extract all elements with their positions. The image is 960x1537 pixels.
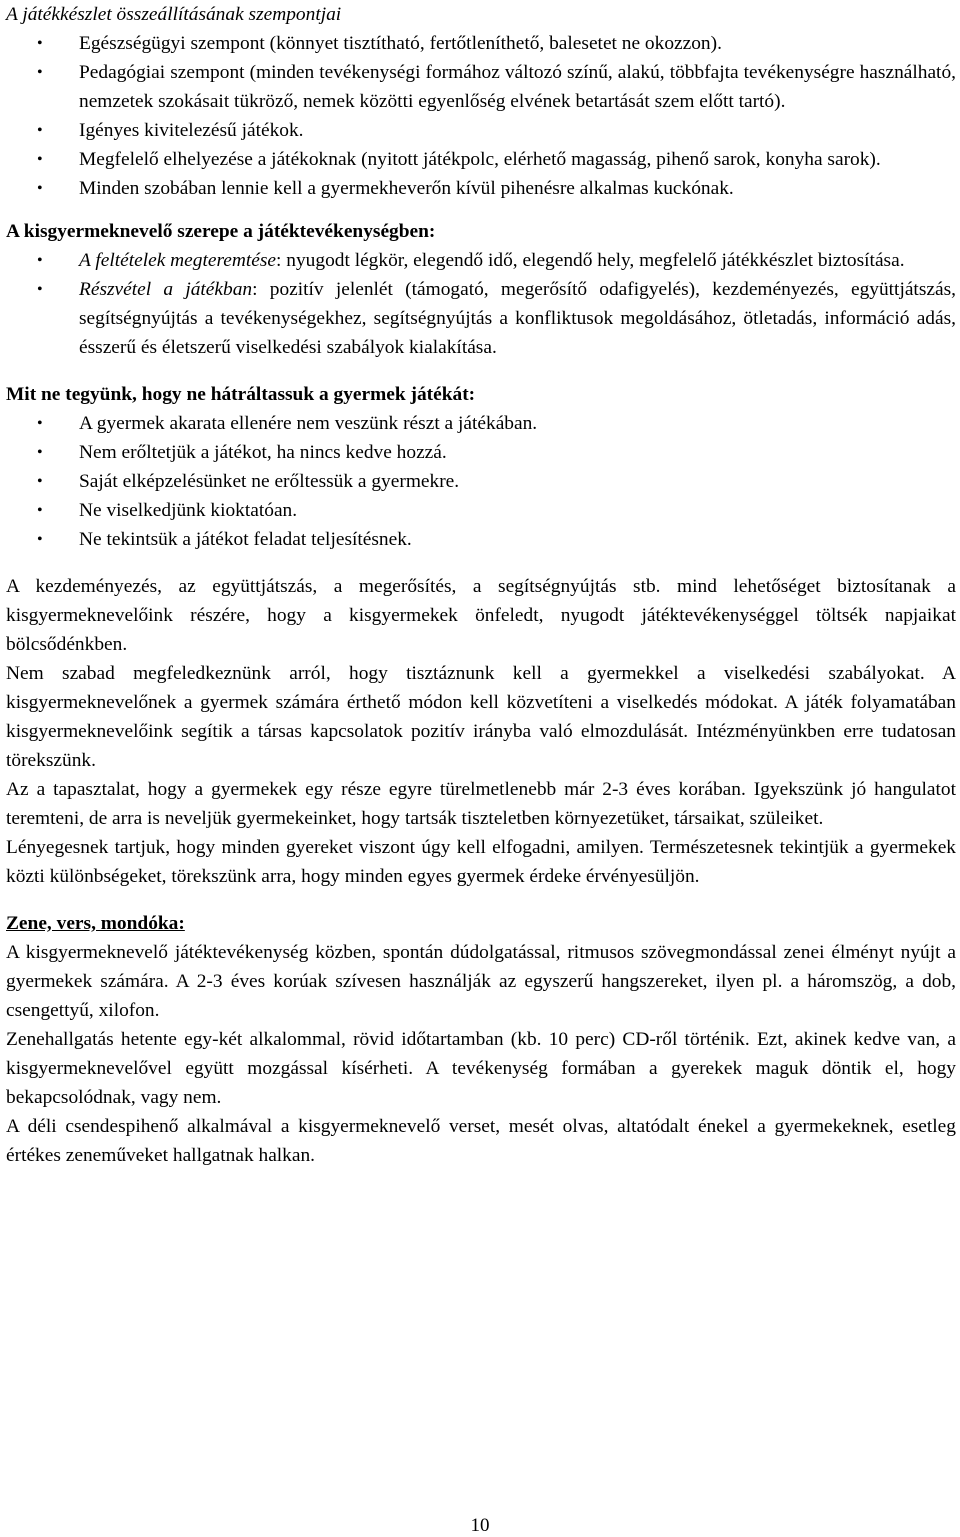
- page-number: 10: [470, 1515, 490, 1536]
- list-item: • A feltételek megteremtése: nyugodt légkör, elegendő idő, elegendő hely, megfelelő játékkészlet biztosítása.: [6, 246, 956, 275]
- toy-set-criteria-list: [6, 29, 956, 203]
- list-item: • Ne tekintsük a játékot feladat teljesítésnek.: [6, 525, 956, 554]
- bullet-icon: •: [37, 444, 43, 461]
- paragraph: A déli csendespihenő alkalmával a kisgyermeknevelő verset, mesét olvas, altatódalt énekel a gyermekeknek, esetleg értékes zeneműveket hallgatnak halkan.: [6, 1116, 956, 1166]
- section-heading-toy-set: A játékkészlet összeállításának szempontjai: [6, 4, 342, 25]
- list-item: • Részvétel a játékban: pozitív jelenlét (támogató, megerősítő odafigyelés), kezdeményezés, együttjátszás, segítségnyújtás a tevékenységekhez, segítségnyújtás a konfliktusok megoldásához, ötletadás, információ adás, ésszerű és életszerű viselkedési szabályok kialakítása.: [6, 275, 956, 362]
- list-item: • Egészségügyi szempont (könnyet tisztítható, fertőtleníthető, balesetet ne okozzon).: [6, 29, 956, 58]
- paragraph: Nem szabad megfeledkeznünk arról, hogy tisztáznunk kell a gyermekkel a viselkedési szabályokat. A kisgyermeknevelőnek a gyermek számára érthető módon kell közvetíteni a viselkedés módokat. A játék folyamatában kisgyermeknevelőink segítik a társas kapcsolatok pozitív irányba való elmozdulását. Intézményünkben erre tudatosan törekszünk.: [6, 663, 956, 771]
- list-item: • Igényes kivitelezésű játékok.: [6, 116, 956, 145]
- what-not-to-do-list: [6, 409, 956, 554]
- list-item: • Nem erőltetjük a játékot, ha nincs kedve hozzá.: [6, 438, 956, 467]
- paragraph: A kisgyermeknevelő játéktevékenység közben, spontán dúdolgatással, ritmusos szövegmondással zenei élményt nyújt a gyermekek számára. A 2-3 éves korúak szívesen használják az egyszerű hangszereket, ilyen pl. a háromszög, a dob, csengettyű, xilofon.: [6, 942, 956, 1021]
- list-item: • Megfelelő elhelyezése a játékoknak (nyitott játékpolc, elérhető magasság, pihenő sarok, konyha sarok).: [6, 145, 956, 174]
- bullet-icon: •: [37, 64, 43, 81]
- educator-role-list: [6, 246, 956, 362]
- bullet-icon: •: [37, 35, 43, 52]
- list-item: • Minden szobában lennie kell a gyermekheverőn kívül pihenésre alkalmas kuckónak.: [6, 174, 956, 203]
- section-heading-educator-role: A kisgyermeknevelő szerepe a játéktevékenységben:: [6, 221, 436, 242]
- bullet-icon: •: [37, 415, 43, 432]
- section-heading-what-not-to-do: Mit ne tegyünk, hogy ne hátráltassuk a gyermek játékát:: [6, 384, 476, 405]
- bullet-icon: •: [37, 473, 43, 490]
- document-page: [6, 0, 956, 1170]
- bullet-icon: •: [37, 151, 43, 168]
- list-item: • Pedagógiai szempont (minden tevékenységi formához változó színű, alakú, többfajta tevékenységre használható, nemzetek szokásait tükröző, nemek közötti egyenlőség elvének betartását szem előtt tartó).: [6, 58, 956, 116]
- list-item: • A gyermek akarata ellenére nem veszünk részt a játékában.: [6, 409, 956, 438]
- bullet-icon: •: [37, 502, 43, 519]
- bullet-icon: •: [37, 180, 43, 197]
- paragraph: Az a tapasztalat, hogy a gyermekek egy része egyre türelmetlenebb már 2-3 éves korában. Igyekszünk jó hangulatot teremteni, de arra is neveljük gyermekeinket, hogy tartsák tiszteletben környezetüket, társaikat, szüleiket.: [6, 779, 956, 829]
- section-heading-music-poems: Zene, vers, mondóka:: [6, 913, 185, 934]
- bullet-icon: •: [37, 252, 43, 269]
- list-item: • Ne viselkedjünk kioktatóan.: [6, 496, 956, 525]
- bullet-icon: •: [37, 281, 43, 298]
- bullet-icon: •: [37, 122, 43, 139]
- paragraph: A kezdeményezés, az együttjátszás, a megerősítés, a segítségnyújtás stb. mind lehetőséget biztosítanak a kisgyermeknevelőink részére, hogy a kisgyermekek önfeledt, nyugodt játéktevékenységgel töltsék napjaikat bölcsődénkben.: [6, 576, 956, 655]
- bullet-icon: •: [37, 531, 43, 548]
- paragraph: Lényegesnek tartjuk, hogy minden gyereket viszont úgy kell elfogadni, amilyen. Természetesnek tekintjük a gyermekek közti különbségeket, törekszünk arra, hogy minden egyes gyermek érdeke érvényesüljön.: [6, 837, 956, 887]
- list-item: • Saját elképzelésünket ne erőltessük a gyermekre.: [6, 467, 956, 496]
- paragraph: Zenehallgatás hetente egy-két alkalommal, rövid időtartamban (kb. 10 perc) CD-ről történik. Ezt, akinek kedve van, a kisgyermeknevelővel együtt mozgással kísérheti. A tevékenység formában a gyerekek maguk döntik el, hogy bekapcsolódnak, vagy nem.: [6, 1029, 956, 1108]
